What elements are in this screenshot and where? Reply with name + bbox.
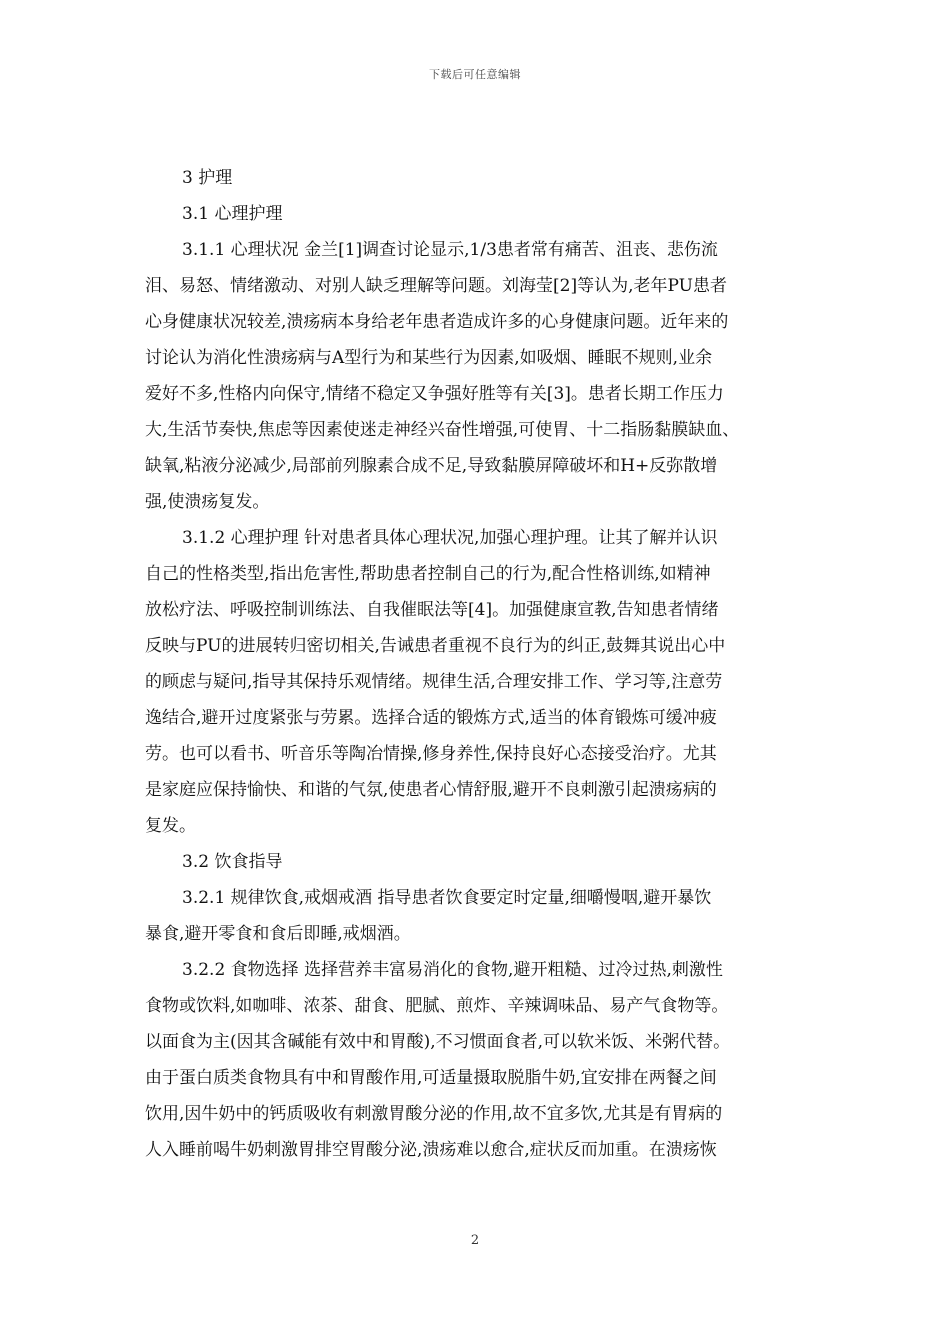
text-line: 强,使溃疡复发。 [145,492,270,512]
text-line: 食物或饮料,如咖啡、浓茶、甜食、肥腻、煎炸、辛辣调味品、易产气食物等。 [145,996,729,1016]
text-line: 3.1.1 心理状况 金兰[1]调查讨论显示,1/3患者常有痛苦、沮丧、悲伤流 [182,240,718,260]
text-line: 讨论认为消化性溃疡病与A型行为和某些行为因素,如吸烟、睡眠不规则,业余 [145,348,713,368]
text-line: 以面食为主(因其含碱能有效中和胃酸),不习惯面食者,可以软米饭、米粥代替。 [145,1032,731,1052]
text-line: 3.2 饮食指导 [182,852,283,872]
text-line: 暴食,避开零食和食后即睡,戒烟酒。 [145,924,411,944]
text-line: 缺氧,粘液分泌减少,局部前列腺素合成不足,导致黏膜屏障破坏和H+反弥散增 [145,456,718,476]
text-line: 劳。也可以看书、听音乐等陶冶情操,修身养性,保持良好心态接受治疗。尤其 [145,744,717,764]
page-header: 下载后可任意编辑 [429,68,521,81]
text-line: 自己的性格类型,指出危害性,帮助患者控制自己的行为,配合性格训练,如精神 [145,564,711,584]
text-line: 的顾虑与疑问,指导其保持乐观情绪。规律生活,合理安排工作、学习等,注意劳 [145,672,723,692]
text-line: 复发。 [145,816,196,836]
text-line: 人入睡前喝牛奶刺激胃排空胃酸分泌,溃疡难以愈合,症状反而加重。在溃疡恢 [145,1140,717,1160]
text-line: 饮用,因牛奶中的钙质吸收有刺激胃酸分泌的作用,故不宜多饮,尤其是有胃病的 [145,1104,723,1124]
text-line: 泪、易怒、情绪激动、对别人缺乏理解等问题。刘海莹[2]等认为,老年PU患者 [145,276,727,296]
text-line: 爱好不多,性格内向保守,情绪不稳定又争强好胜等有关[3]。患者长期工作压力 [145,384,724,404]
page-number: 2 [470,1233,480,1248]
text-line: 放松疗法、呼吸控制训练法、自我催眠法等[4]。加强健康宣教,告知患者情绪 [145,600,719,620]
text-line: 3.2.1 规律饮食,戒烟戒酒 指导患者饮食要定时定量,细嚼慢咽,避开暴饮 [182,888,712,908]
text-line: 心身健康状况较差,溃疡病本身给老年患者造成许多的心身健康问题。近年来的 [145,312,729,332]
text-line: 3.1 心理护理 [182,204,283,224]
text-line: 3.1.2 心理护理 针对患者具体心理状况,加强心理护理。让其了解并认识 [182,528,718,548]
text-line: 3 护理 [182,168,233,188]
text-line: 大,生活节奏快,焦虑等因素使迷走神经兴奋性增强,可使胃、十二指肠黏膜缺血、 [145,420,740,440]
text-line: 是家庭应保持愉快、和谐的气氛,使患者心情舒服,避开不良刺激引起溃疡病的 [145,780,717,800]
text-line: 3.2.2 食物选择 选择营养丰富易消化的食物,避开粗糙、过冷过热,刺激性 [182,960,723,980]
text-line: 由于蛋白质类食物具有中和胃酸作用,可适量摄取脱脂牛奶,宜安排在两餐之间 [145,1068,717,1088]
text-line: 逸结合,避开过度紧张与劳累。选择合适的锻炼方式,适当的体育锻炼可缓冲疲 [145,708,717,728]
text-line: 反映与PU的进展转归密切相关,告诫患者重视不良行为的纠正,鼓舞其说出心中 [145,636,726,656]
document-body [145,160,817,1168]
